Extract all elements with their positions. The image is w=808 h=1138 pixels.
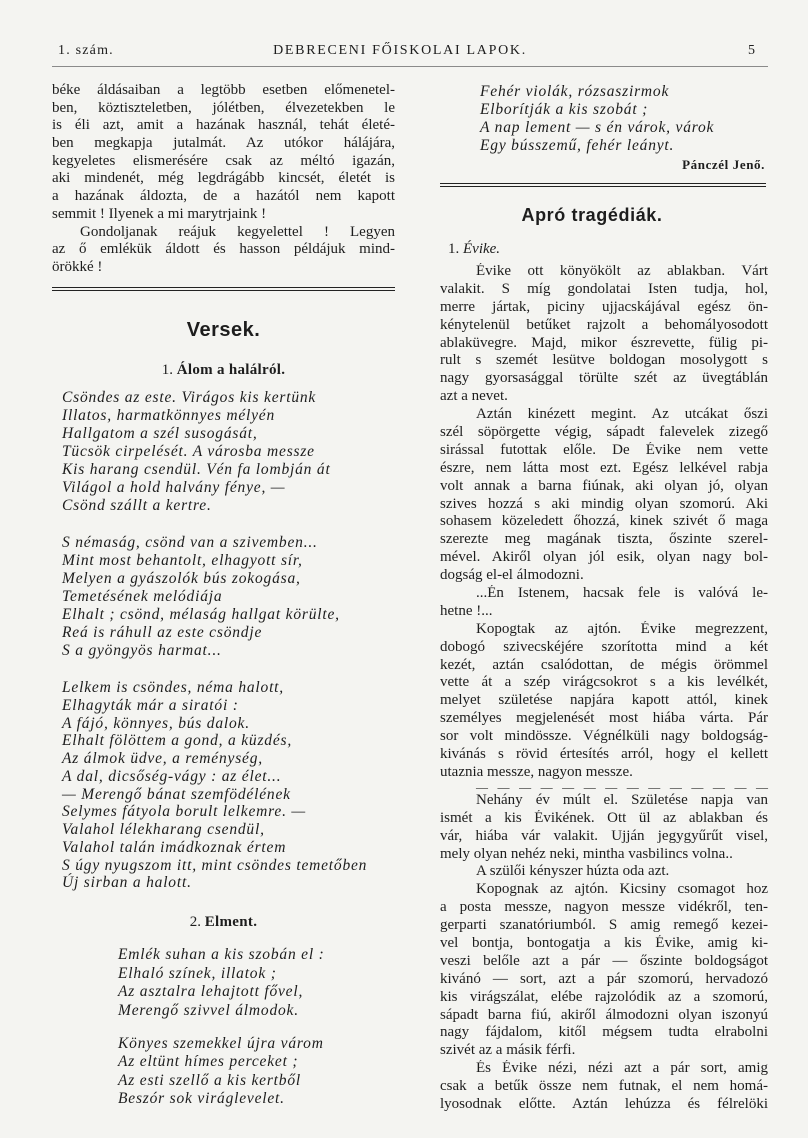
text-line: csak a betűk össze nem futnak, el nem homá- — [440, 1078, 768, 1095]
stanza — [118, 946, 325, 1020]
verse-line: A nap lement — s én várok, várok — [480, 119, 715, 136]
text-line: örökké ! — [52, 258, 103, 275]
verse-line: Valahol talán imádkoznak értem — [62, 838, 287, 856]
paragraph — [440, 406, 768, 585]
text-line: ...Én Istenem, hacsak fele is valóvá le- — [476, 585, 768, 602]
verse-line: Merengő szivvel álmodok. — [118, 1001, 299, 1019]
paragraph — [440, 621, 768, 782]
verse-line: Fehér violák, rózsaszirmok — [480, 83, 670, 100]
text-line: kegyeletes elismerésére csak az méltó igazán, — [52, 152, 395, 169]
story-body — [440, 263, 768, 1114]
verse-line: Temetésének melódiája — [62, 588, 223, 605]
verse-line: Csönd szállt a kertre. — [62, 497, 212, 514]
text-line: gerparti szanatóriumból. S amig remegő kezei- — [440, 917, 768, 934]
verse-line: Lelkem is csöndes, néma halott, — [62, 679, 284, 696]
verse-line: Elhalt ; csönd, mélaság hallgat körülte, — [62, 606, 340, 623]
text-line: szerezte meg magának tiszta, őszinte szerel- — [440, 531, 768, 548]
section-title-apro-tragediak: Apró tragédiák. — [521, 205, 663, 225]
text-line: sohasem közeledett őhozzá, kinek szivét ő maga — [440, 513, 768, 530]
verse-line: Elhagyták már a siratói : — [62, 696, 239, 714]
text-line: És Évike nézi, nézi azt a pár sort, amig — [476, 1060, 768, 1077]
verse-line: Új sirban a halott. — [62, 874, 192, 892]
section-divider — [52, 287, 395, 291]
journal-title: DEBRECENI FŐISKOLAI LAPOK. — [273, 43, 527, 58]
text-line: szives hozzá s aki mindig olyan szomorú. Aki — [440, 495, 768, 512]
text-line: sirással futottak előle. De Évike nem vette — [440, 441, 768, 458]
text-line: Aztán kinézett megint. Az utcákat őszi — [476, 406, 768, 423]
verse-line: Illatos, harmatkönnyes mélyén — [62, 407, 276, 424]
text-line: kivánás s rövid értesítés arról, hogy el kellett — [440, 746, 768, 763]
text-line: Kopognak az ajtón. Kicsiny csomagot hoz — [476, 881, 768, 898]
verse-line: Világol a hold halvány fénye, — — [62, 479, 286, 496]
verse-line: Az asztalra lehajtott fővel, — [118, 983, 304, 1001]
verse-line: S némaság, csönd van a szivemben... — [62, 534, 318, 551]
text-line: melyet születése napjára kapott attól, kinek — [440, 692, 768, 709]
verse-line: Hallgatom a szél susogását, — [62, 425, 258, 442]
verse-line: Elhaló színek, illatok ; — [118, 964, 277, 982]
poem-title-text: Elment. — [204, 914, 258, 930]
verse-line: Selymes fátyola borult lelkemre. — — [62, 803, 307, 821]
verse-line: — Merengő bánat szemfödélének — [62, 785, 291, 803]
verse-line: Melyen a gyászolók bús zokogása, — [62, 570, 301, 587]
text-line: személyes megjelenését most hiába várta. Pár — [440, 710, 768, 727]
text-line: valakit. S míg gondolatai Isten tudja, hol, — [440, 280, 768, 297]
poem-title — [52, 913, 395, 931]
text-line: veszi belőle azt a pár — őszinte boldogságot — [440, 952, 768, 969]
verse-line: Beszór sok viráglevelet. — [118, 1089, 285, 1107]
text-line: sor volt mindössze. Végnélküli nagy boldogság- — [440, 728, 768, 745]
text-line: ismét a kis Évikének. Ott ül az ablakban és — [440, 809, 768, 826]
verse-line: Csöndes az este. Virágos kis kertünk — [62, 389, 317, 406]
story-title — [448, 240, 500, 258]
text-line: mely olyan nehéz neki, mintha vasbilincs volna.. — [440, 845, 733, 862]
text-line: béke áldásaiban a legtöbb esetben előmenetel- — [52, 82, 395, 98]
verse-line: Elhalt fölöttem a gond, a küzdés, — [62, 732, 293, 750]
verse-line: Könyes szemekkel újra várom — [118, 1035, 324, 1052]
text-line: A szülői kényszer húzta oda azt. — [476, 863, 670, 880]
text-line: ablaküvegre. Majd, mikor észrevette, fülig pi- — [440, 334, 768, 351]
stanza — [62, 389, 331, 515]
text-line: Gondoljanak reájuk kegyelettel ! Legyen — [80, 223, 395, 240]
paragraph — [52, 82, 395, 224]
text-line: azt a nevet. — [440, 388, 508, 405]
text-line: kivánó — sort, azt a pár szomorú, hervadozó — [440, 970, 768, 987]
poem-title-text: Álom a halálról. — [176, 362, 286, 378]
verse-line: A fájó, könnyes, bús dalok. — [62, 714, 250, 732]
section-break: — — — — — — — — — — — — — — — [476, 779, 768, 794]
text-line: Évike ott könyökölt az ablakban. Várt — [476, 263, 768, 279]
text-line: vár, hiába vár valakit. Ujján jegygyűrűt visel, — [440, 827, 768, 844]
stanza — [118, 1035, 324, 1108]
paragraph — [440, 263, 768, 406]
text-line: ben, köztiszteletben, jólétben, élvezetekben le — [52, 99, 395, 116]
section-divider — [440, 183, 766, 187]
paragraph — [440, 863, 768, 881]
page-number: 5 — [748, 43, 757, 58]
verse-line: Elborítják a kis szobát ; — [480, 101, 649, 118]
poem-number: 2. — [189, 914, 201, 930]
text-line: nagy fájdalom, kitől mégsem tudta elrabolni — [440, 1024, 768, 1041]
text-line: aki mindenét, még legdrágább kincsét, életét is — [52, 170, 395, 187]
verse-line: Emlék suhan a kis szobán el : — [118, 946, 325, 963]
verse-line: Valahol lélekharang csendül, — [62, 821, 265, 838]
verse-line: S a gyöngyös harmat... — [62, 642, 222, 659]
story-part-2 — [440, 792, 768, 1114]
text-line: lyosodnak előtte. Aztán lehúzza és félrelöki — [440, 1095, 768, 1112]
text-line: a posta messze, nagyon messze vidékről, ten- — [440, 899, 768, 916]
text-line: szél söpörgette végig, sápadt falevelek zizegő — [440, 424, 768, 441]
text-line: hetne !... — [440, 602, 493, 619]
stanza — [62, 679, 367, 892]
text-line: rult s szemét lesütve boldogan mosolygott s — [440, 352, 768, 369]
stanza — [62, 534, 340, 660]
text-line: is éli azt, amit a hazának használ, tehát életé- — [52, 117, 395, 134]
text-line: kis virágszálat, elébe rajzolódik az a szomorú, — [440, 988, 768, 1005]
stanza — [480, 83, 714, 155]
paragraph — [440, 585, 768, 621]
paragraph — [52, 224, 395, 277]
verse-line: Egy bússzemű, fehér leányt. — [480, 137, 675, 154]
text-line: kénytelenül betűket rajzolt a behomályosodott — [440, 316, 768, 333]
story-title-text: Évike. — [463, 241, 501, 257]
poem-author: Pánczél Jenő. — [682, 157, 765, 172]
story-number: 1. — [448, 241, 460, 257]
text-line: utaznia messze, nagyon messze. — [440, 763, 633, 780]
text-line: a hazának áldozta, de a hazától nem kapott — [52, 188, 395, 205]
text-line: mével. Akiről olyan jól esik, olyan nagy bol- — [440, 549, 768, 566]
text-line: vel bontja, bontogatja a kis Évike, amig ki- — [440, 934, 768, 951]
text-line: merre jártak, piciny ujjacskájával egész ön- — [440, 298, 768, 315]
verse-line: Mint most behantolt, elhagyott sír, — [62, 552, 303, 569]
text-line: sápadt barna fiú, akiről álmodozni olyan iszonyú — [440, 1006, 768, 1023]
paragraph — [440, 792, 768, 864]
verse-line: Az esti szellő a kis kertből — [118, 1071, 301, 1089]
text-line: semmit ! Ilyenek a mi marytrjaink ! — [52, 205, 267, 222]
verse-line: Az eltünt hímes perceket ; — [118, 1053, 299, 1071]
story-part-1 — [440, 263, 768, 782]
verse-line: Az álmok üdve, a reménység, — [62, 750, 263, 767]
section-title-versek: Versek. — [186, 319, 261, 341]
verse-line: A dal, dicsőség-vágy : az élet... — [62, 767, 282, 785]
text-line: az ő emlékük áldott és hasson példájuk mind- — [52, 241, 395, 258]
text-line: volt annak a barna fiúnak, aki olyan jó, olyan — [440, 477, 768, 494]
paragraph — [440, 881, 768, 1060]
text-line: Nehány év múlt el. Születése napja van — [476, 791, 768, 808]
verse-line: Tücsök cirpelését. A városba messze — [62, 443, 315, 460]
article-continuation — [52, 82, 395, 277]
text-line: szivét az a másik férfi. — [440, 1042, 576, 1059]
poem-title — [52, 361, 395, 379]
text-line: dobogó szivecskéjére szorította mind a két — [440, 638, 768, 655]
header-rule — [52, 66, 768, 67]
paragraph — [440, 1060, 768, 1114]
text-line: észre, nem látta most ezt. Egész lelkével rabja — [440, 459, 768, 476]
verse-line: Kis harang csendül. Vén fa lombján át — [62, 461, 331, 478]
text-line: nagy gyorsasággal törülte szét az üvegtáblán — [440, 370, 768, 387]
poem-number: 1. — [161, 362, 173, 378]
verse-line: Reá is ráhull az este csöndje — [62, 624, 263, 641]
verse-line: S úgy nyugszom itt, mint csöndes temetőben — [62, 856, 368, 874]
text-line: Kopogtak az ajtón. Évike megrezzent, — [476, 620, 768, 637]
text-line: dogság el-el álmodozni. — [440, 567, 584, 584]
text-line: ben megkapja jutalmát. Az utókor hálájára, — [52, 135, 395, 152]
text-line: kezét, aztán csalódottan, de mégis örömmel — [440, 656, 768, 673]
text-line: vette át a szép virágcsokrot s a kis levélkét, — [440, 674, 768, 691]
issue-number: 1. szám. — [58, 43, 114, 58]
